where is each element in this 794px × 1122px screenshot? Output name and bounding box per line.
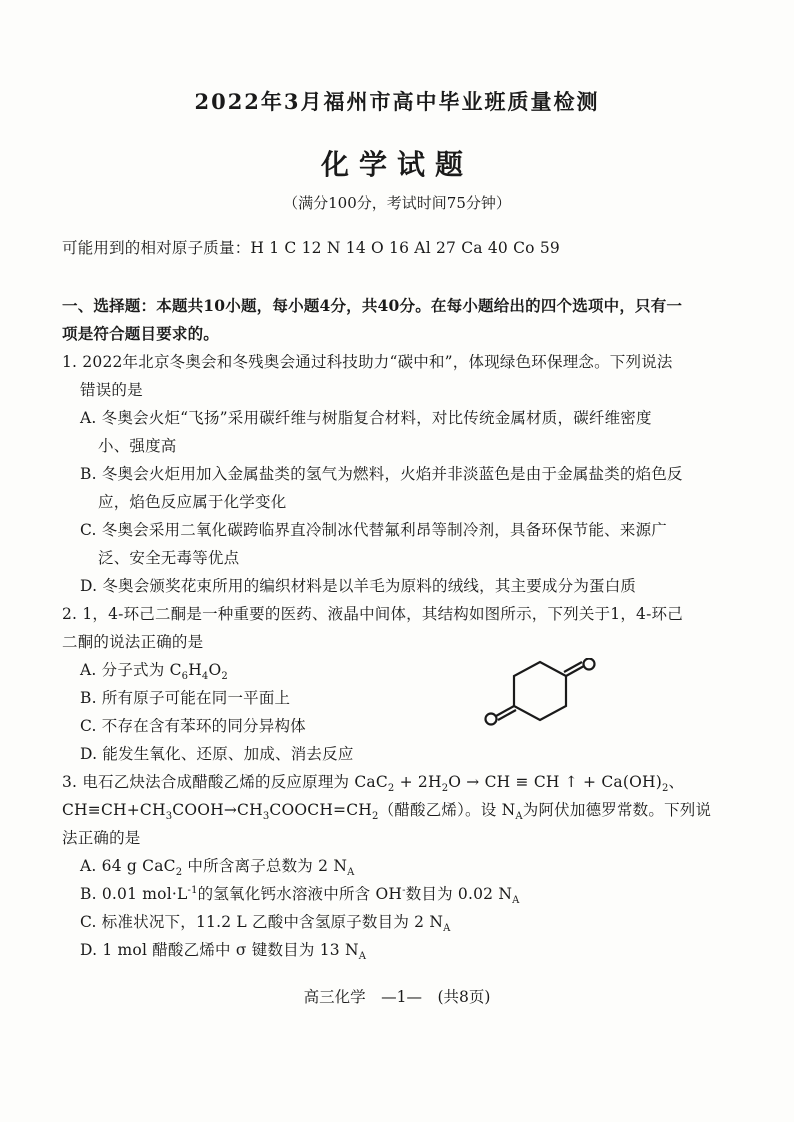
page-footer: 高三化学 —1— (共8页) (303, 988, 491, 1006)
q1-stem-line1: 1. 2022年北京冬奥会和冬残奥会通过科技助力“碳中和”，体现绿色环保理念。下列说法 (62, 353, 673, 371)
q2-option-b: B. 所有原子可能在同一平面上 (80, 689, 291, 707)
oxygen-bottom (486, 714, 497, 725)
q2-stem-line1: 2. 1，4-环己二酮是一种重要的医药、液晶中间体，其结构如图所示，下列关于1，4-环己 (62, 605, 683, 623)
ring (514, 662, 566, 720)
cyclohexanedione-structure (478, 658, 608, 748)
q1-option-b-line2: 应，焰色反应属于化学变化 (98, 493, 287, 511)
q3-stem-line1: 3. 电石乙炔法合成醋酸乙烯的反应原理为 $CaC_2 + 2H_2O$ → CH ≡ CH ↑ + $Ca(OH)_2$、 (62, 773, 685, 795)
q1-option-a-line2: 小、强度高 (98, 437, 177, 455)
atomic-masses: 可能用到的相对原子质量：H 1 C 12 N 14 O 16 Al 27 Ca 40 Co 59 (62, 239, 560, 257)
q1-option-c-line2: 泛、安全无毒等优点 (98, 549, 240, 567)
q1-option-c-line1: C. 冬奥会采用二氧化碳跨临界直冷制冰代替氟利昂等制冷剂，具备环保节能、来源广 (80, 521, 667, 539)
q3-option-a: A. 64 g CaC$_2$ 中所含离子总数为 2 $N_A$ (80, 857, 355, 879)
q1-stem-line2: 错误的是 (80, 381, 143, 399)
section-heading-line2: 项是符合题目要求的。 (62, 324, 220, 343)
exam-info: （满分100分，考试时间75分钟） (283, 194, 511, 212)
section-heading-line1: 一、选择题：本题共10小题，每小题4分，共40分。在每小题给出的四个选项中，只有一 (62, 296, 683, 315)
exam-title: 2022年3月福州市高中毕业班质量检测 (194, 89, 600, 114)
q3-option-b: B. 0.01 $mol\cdot L^{-1}$的氢氧化钙水溶液中所含 OH-数目为 0.02 $N_A$ (80, 884, 520, 907)
subject-title: 化学试题 (320, 148, 473, 181)
q1-option-d: D. 冬奥会颁奖花束所用的编织材料是以羊毛为原料的绒线，其主要成分为蛋白质 (80, 577, 637, 595)
carbonyl-bond-bottom (496, 706, 514, 716)
carbonyl-bond-top (566, 666, 584, 676)
oxygen-top (584, 659, 595, 670)
q1-option-b-line1: B. 冬奥会火炬用加入金属盐类的氢气为燃料，火焰并非淡蓝色是由于金属盐类的焰色反 (80, 465, 683, 483)
q3-option-d: D. 1 mol 醋酸乙烯中 σ 键数目为 13 $N_A$ (80, 941, 367, 963)
q2-option-c: C. 不存在含有苯环的同分异构体 (80, 717, 306, 735)
q2-option-a: A. 分子式为 $C_6H_4O_2$ (80, 661, 228, 683)
q3-stem-line2: $CH\equiv CH+CH_3COOH\to CH_3COOCH=CH_2$（醋酸乙烯）。设 $N_A$为阿伏加德罗常数。下列说 (62, 801, 712, 823)
q3-stem-line3: 法正确的是 (62, 829, 141, 847)
q3-option-c: C. 标准状况下，11.2 L 乙酸中含氢原子数目为 2 $N_A$ (80, 913, 451, 935)
q2-option-d: D. 能发生氧化、还原、加成、消去反应 (80, 745, 354, 763)
q1-option-a-line1: A. 冬奥会火炬“飞扬”采用碳纤维与树脂复合材料，对比传统金属材质，碳纤维密度 (80, 409, 652, 427)
q2-stem-line2: 二酮的说法正确的是 (62, 633, 204, 651)
